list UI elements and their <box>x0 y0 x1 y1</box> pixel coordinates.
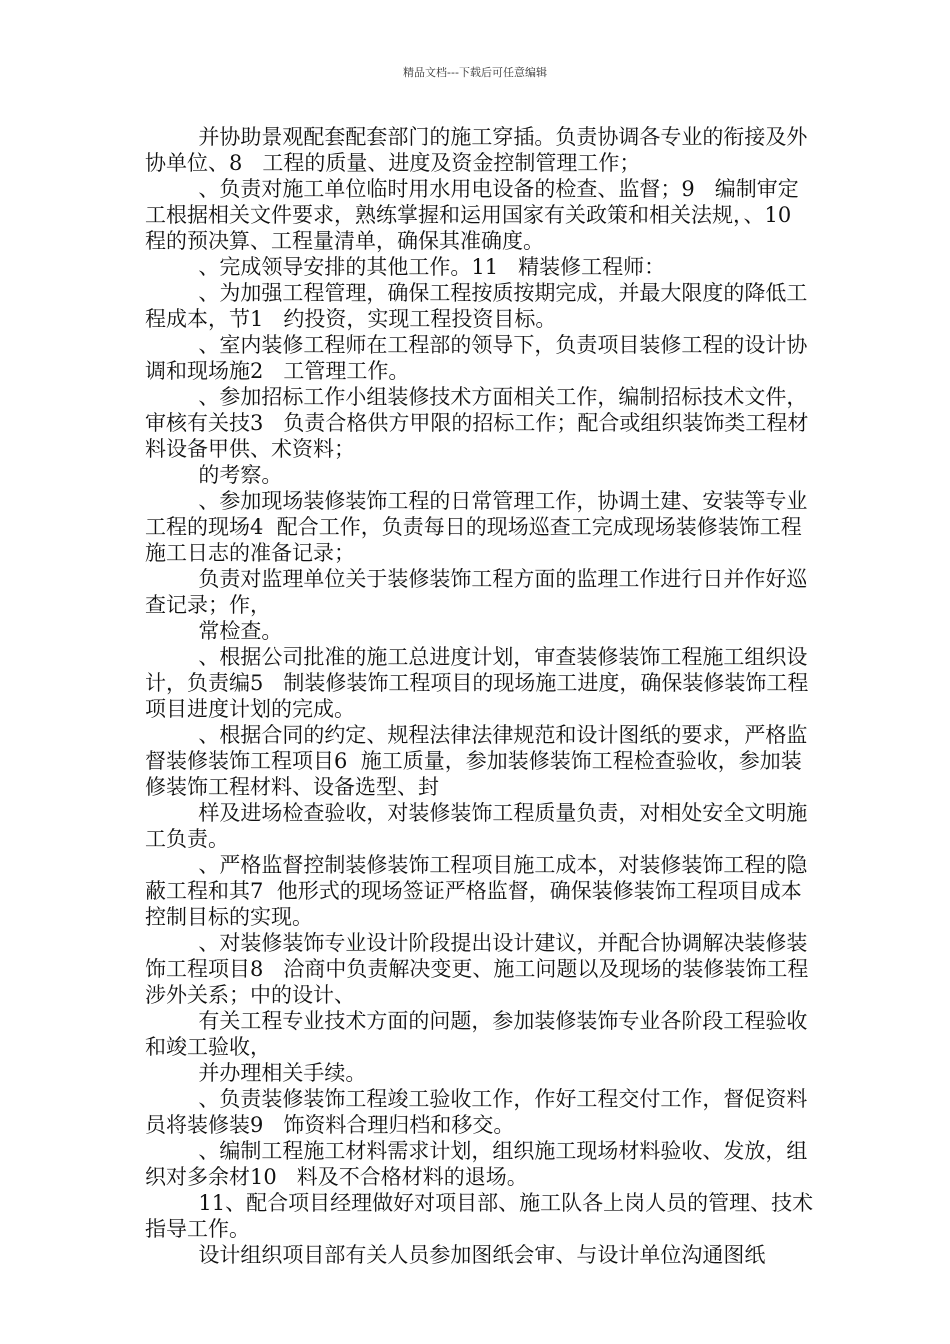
paragraph: 负责对监理单位关于装修装饰工程方面的监理工作进行日并作好巡查记录；作， <box>145 567 808 617</box>
paragraph: 、根据合同的约定、规程法律法律规范和设计图纸的要求，严格监督装修装饰工程项目6 施工质量，参加装修装饰工程检查验收，参加装修装饰工程材料、设备选型、封 <box>145 723 808 799</box>
paragraph: 、对装修装饰专业设计阶段提出设计建议，并配合协调解决装修装饰工程项目8 洽商中负责解决变更、施工问题以及现场的装修装饰工程涉外关系；中的设计、 <box>145 931 809 1007</box>
paragraph: 、负责装修装饰工程竣工验收工作，作好工程交付工作，督促资料员将装修装9 饰资料合理归档和移交。 <box>145 1087 808 1137</box>
paragraph: 11、配合项目经理做好对项目部、施工队各上岗人员的管理、技术指导工作。 <box>145 1191 814 1241</box>
paragraph: 并办理相关手续。 <box>145 1061 367 1085</box>
paragraph: 、严格监督控制装修装饰工程项目施工成本，对装修装饰工程的隐蔽工程和其7 他形式的现场签证严格监督，确保装修装饰工程项目成本控制目标的实现。 <box>145 853 808 929</box>
paragraph: 常检查。 <box>145 619 283 643</box>
page-header: 精品文档---下载后可任意编辑 <box>403 66 547 79</box>
paragraph: 、为加强工程管理，确保工程按质按期完成，并最大限度的降低工程成本，节1 约投资，实现工程投资目标。 <box>145 281 808 331</box>
paragraph: 、参加现场装修装饰工程的日常管理工作，协调土建、安装等专业工程的现场4 配合工作，负责每日的现场巡查工完成现场装修装饰工程施工日志的准备记录； <box>145 489 808 565</box>
paragraph: 、根据公司批准的施工总进度计划，审查装修装饰工程施工组织设计，负责编5 制装修装饰工程项目的现场施工进度，确保装修装饰工程项目进度计划的完成。 <box>145 645 809 721</box>
paragraph: 、编制工程施工材料需求计划，组织施工现场材料验收、发放，组织对多余材10 料及不合格材料的退场。 <box>145 1139 808 1189</box>
paragraph: 的考察。 <box>145 463 283 487</box>
paragraph: 设计组织项目部有关人员参加图纸会审、与设计单位沟通图纸 <box>145 1243 766 1267</box>
paragraph: 样及进场检查验收，对装修装饰工程质量负责，对相处安全文明施工负责。 <box>145 801 808 851</box>
paragraph: 、负责对施工单位临时用水用电设备的检查、监督；9 编制审定工根据相关文件要求，熟练掌握和运用国家有关政策和相关法规，、10 程的预决算、工程量清单，确保其准确度。 <box>145 177 812 253</box>
paragraph: 、参加招标工作小组装修技术方面相关工作，编制招标技术文件，审核有关技3 负责合格供方甲限的招标工作；配合或组织装饰类工程材料设备甲供、术资料； <box>145 385 809 461</box>
document-body <box>145 124 815 1268</box>
paragraph: 有关工程专业技术方面的问题，参加装修装饰专业各阶段工程验收和竣工验收， <box>145 1009 808 1059</box>
paragraph: 、完成领导安排的其他工作。11 精装修工程师： <box>145 255 666 279</box>
paragraph: 、室内装修工程师在工程部的领导下，负责项目装修工程的设计协调和现场施2 工管理工作。 <box>145 333 808 383</box>
paragraph: 并协助景观配套配套部门的施工穿插。负责协调各专业的衔接及外协单位、8 工程的质量、进度及资金控制管理工作； <box>145 125 808 175</box>
